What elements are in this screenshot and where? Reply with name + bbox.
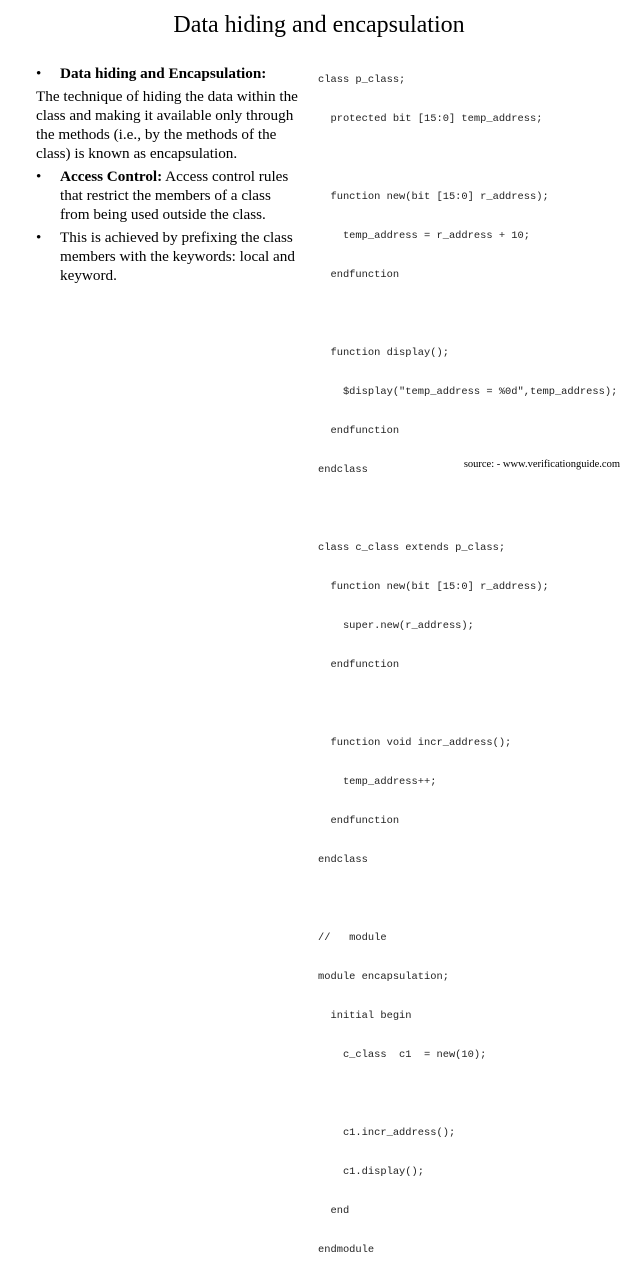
bullet-body: This is achieved by prefixing the class members with the keywords: local and keyword. [60,229,295,284]
code-line: module encapsulation; [318,971,449,983]
bullet-icon: • [36,65,42,82]
code-line: $display("temp_address = %0d",temp_address); [318,386,618,398]
code-line: temp_address = r_address + 10; [318,230,531,242]
code-line: function new(bit [15:0] r_address); [318,581,549,593]
bullet-icon: • [36,168,42,185]
code-line: endfunction [318,269,400,281]
code-line [318,152,630,165]
code-line: function display(); [318,347,449,359]
slide-text-column [36,64,300,285]
bullet-label: Access Control: [60,168,163,185]
bullet-body: Access control rules that restrict the members of a class from being used outside the class. [60,168,289,223]
code-line: end [318,1205,350,1217]
bullet-label: Data hiding and Encapsulation: [60,65,267,82]
code-line: // module [318,932,387,944]
code-line: endfunction [318,815,400,827]
source-note: source: - www.verificationguide.com [463,459,620,470]
bullet-item-data-hiding [36,64,300,83]
bullet-text [60,228,300,285]
code-line [318,893,630,906]
code-line: endfunction [318,659,400,671]
bullet-text [60,167,300,224]
bullet-icon: • [36,229,42,246]
code-line: function new(bit [15:0] r_address); [318,191,549,203]
code-line [318,698,630,711]
code-line: function void incr_address(); [318,737,512,749]
code-line: c1.incr_address(); [318,1127,456,1139]
bullet-item-access-control [36,167,300,224]
code-line: protected bit [15:0] temp_address; [318,113,543,125]
code-line: endfunction [318,425,400,437]
code-line: endclass [318,854,368,866]
code-snippet [318,48,630,1270]
code-line: endclass [318,464,368,476]
code-line: endmodule [318,1244,375,1256]
code-line: c_class c1 = new(10); [318,1049,487,1061]
code-line: class c_class extends p_class; [318,542,506,554]
code-line [318,503,630,516]
bullet-text [60,64,300,83]
code-line: initial begin [318,1010,412,1022]
code-line: class p_class; [318,74,406,86]
code-line [318,1088,630,1101]
slide-title: Data hiding and encapsulation [173,12,465,38]
code-line [318,308,630,321]
encapsulation-paragraph: The technique of hiding the data within the class and making it available only through the methods (i.e., by the methods of the class) is known as encapsulation. [36,88,298,162]
code-line: super.new(r_address); [318,620,474,632]
code-line: c1.display(); [318,1166,425,1178]
code-line: temp_address++; [318,776,437,788]
bullet-item-prefixing [36,228,300,285]
